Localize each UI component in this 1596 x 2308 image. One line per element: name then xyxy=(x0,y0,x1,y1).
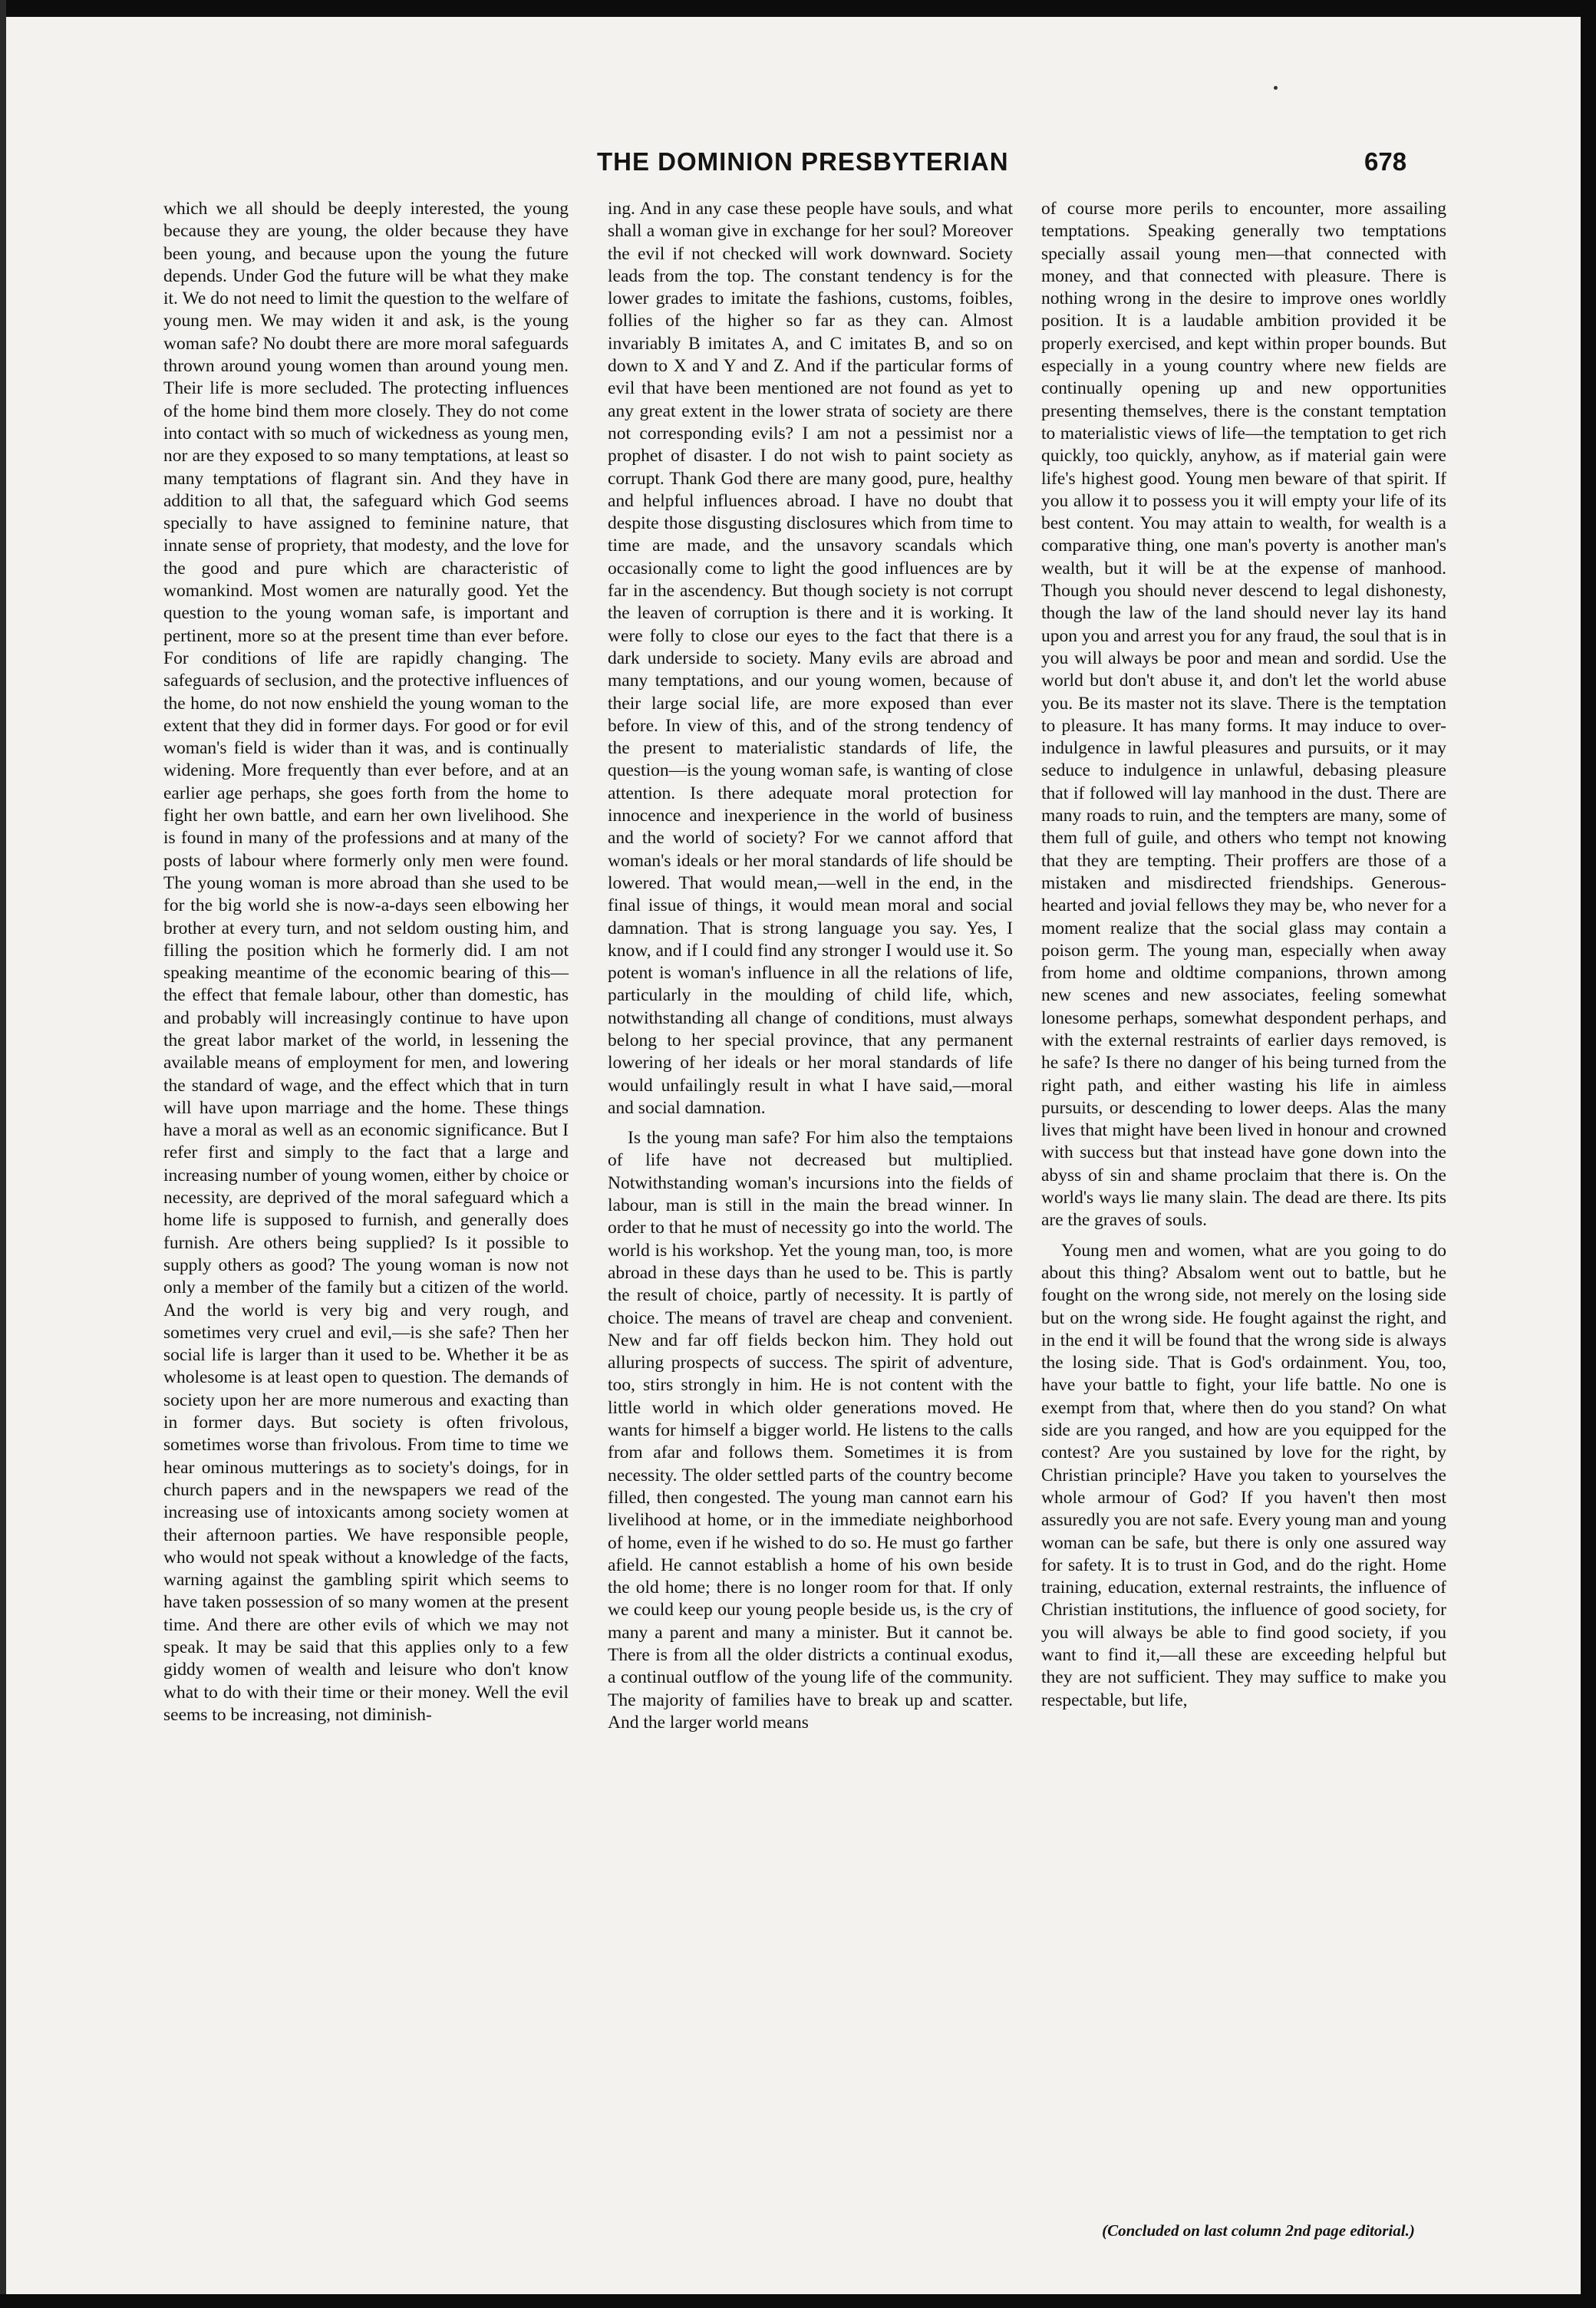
text-column-2 xyxy=(608,198,1013,1734)
running-head: THE DOMINION PRESBYTERIAN xyxy=(597,147,1009,176)
scan-speck xyxy=(1274,86,1278,90)
scan-bottom-border xyxy=(0,2294,1596,2308)
paragraph: of course more perils to encounter, more assailing temptations. Speaking generally two temptations specially assail young men—that connected with money, and that connected with pleasure. There is nothing wrong in the desire to improve ones worldly position. It is a laudable ambition provided it be properly exercised, and kept within proper bounds. But especially in a young country where new fields are continually opening up and new opportunities presenting themselves, there is the constant temptation to materialistic views of life—the temptation to get rich quickly, too quickly, anyhow, as if material gain were life's highest good. Young men beware of that spirit. If you allow it to possess you it will empty your life of its best content. You may attain to wealth, for wealth is a comparative thing, one man's poverty is another man's wealth, but it will be at the expense of manhood. Though you should never descend to legal dishonesty, though the law of the land should never lay its hand upon you and arrest you for any fraud, the soul that is in you will always be poor and mean and sordid. Use the world but don't abuse it, and don't let the world abuse you. Be its master not its slave. There is the temptation to pleasure. It has many forms. It may induce to over-indulgence in lawful pleasures and pursuits, or it may seduce to indulgence in unlawful, debasing pleasure that if followed will lay manhood in the dust. There are many roads to ruin, and the tempters are many, some of them full of guile, and others who tempt not knowing that they are tempting. Their proffers are those of a mistaken and misdirected friendships. Generous-hearted and jovial fellows they may be, who never for a moment realize that the social glass may contain a poison germ. The young man, especially when away from home and oldtime companions, thrown among new scenes and new associates, feeling somewhat lonesome perhaps, somewhat despondent perhaps, and with the external restraints of earlier days removed, is he safe? Is there no danger of his being turned from the right path, and either wasting his life in aimless pursuits, or descending to lower deeps. Alas the many lives that might have been lived in honour and crowned with success but that instead have gone down into the abyss of sin and shame proclaim that there is. On the world's ways lie many slain. The dead are there. Its pits are the graves of souls. xyxy=(1041,199,1446,1231)
text-column-1 xyxy=(163,198,569,1726)
paragraph: Is the young man safe? For him also the temptaions of life have not decreased but multiplied. Notwithstanding woman's incursions into the fields of labour, man is still in the main the bread winner. In order to that he must of necessity go into the world. The world is his workshop. Yet the young man, too, is more abroad in these days than he used to be. This is partly the result of choice, partly of necessity. It is partly of choice. The means of travel are cheap and convenient. New and far off fields beckon him. They hold out alluring prospects of success. The spirit of adventure, too, stirs strongly in him. He is not content with the little world in which older generations moved. He wants for himself a bigger world. He listens to the calls from afar and follows them. Sometimes it is from necessity. The older settled parts of the country become filled, then congested. The young man cannot earn his livelihood at home, or in the immediate neighborhood of home, even if he wished to do so. He must go farther afield. He cannot establish a home of his own beside the old home; there is no longer room for that. If only we could keep our young people beside us, is the cry of many a parent and many a minister. But it cannot be. There is from all the older districts a continual exodus, a continual outflow of the young life of the community. The majority of families have to break up and scatter. And the larger world means xyxy=(608,1128,1013,1733)
scan-top-border xyxy=(0,0,1596,17)
scan-left-border xyxy=(0,0,6,2308)
scan-right-border xyxy=(1581,0,1596,2308)
paragraph: which we all should be deeply interested, the young because they are young, the older because they have been young, and because upon the young the future depends. Under God the future will be what they make it. We do not need to limit the question to the welfare of young men. We may widen it and ask, is the young woman safe? No doubt there are more moral safeguards thrown around young women than around young men. Their life is more secluded. The protecting influences of the home bind them more closely. They do not come into contact with so much of wickedness as young men, nor are they exposed to so many temptations, at least so many temptations of flagrant sin. And they have in addition to all that, the safeguard which God seems specially to have assigned to feminine nature, that innate sense of propriety, that modesty, and the love for the good and pure which are characteristic of womankind. Most women are naturally good. Yet the question to the young woman safe, is important and pertinent, more so at the present time than ever before. For conditions of life are rapidly changing. The safeguards of seclusion, and the protective influences of the home, do not now enshield the young woman to the extent that they did in former days. For good or for evil woman's field is wider than it was, and is continually widening. More frequently than ever before, and at an earlier age perhaps, she goes forth from the home to fight her own battle, and earn her own livelihood. She is found in many of the professions and at many of the posts of labour where formerly only men were found. The young woman is more abroad than she used to be for the big world she is now-a-days seen elbowing her brother at every turn, and not seldom ousting him, and filling the position which he formerly did. I am not speaking meantime of the economic bearing of this—the effect that female labour, other than domestic, has and probably will increasingly continue to have upon the great labor market of the world, in lessening the available means of employment for men, and lowering the standard of wage, and the effect which that in turn will have upon marriage and the home. These things have a moral as well as an economic significance. But I refer first and simply to the fact that a large and increasing number of young women, either by choice or necessity, are deprived of the moral safeguard which a home life is supposed to furnish, and generally does furnish. Are others being supplied? Is it possible to supply others as good? The young woman is now not only a member of the family but a citizen of the world. And the world is very big and very rough, and sometimes very cruel and evil,—is she safe? Then her social life is larger than it used to be. Whether it be as wholesome is at least open to question. The demands of society upon her are more numerous and exacting than in former days. But society is often frivolous, sometimes worse than frivolous. From time to time we hear ominous mutterings as to society's doings, for in church papers and in the newspapers we read of the increasing use of intoxicants among society women at their afternoon parties. We have responsible people, who would not speak without a knowledge of the facts, warning against the gambling spirit which seems to have taken possession of so many women at the present time. And there are other evils of which we may not speak. It may be said that this applies only to a few giddy women of wealth and leisure who don't know what to do with their time or their money. Well the evil seems to be increasing, not diminish- xyxy=(163,199,569,1725)
continuation-note: (Concluded on last column 2nd page editorial.) xyxy=(1102,2221,1415,2240)
page-number: 678 xyxy=(1364,147,1407,176)
paragraph: ing. And in any case these people have souls, and what shall a woman give in exchange for her soul? Moreover the evil if not checked will work downward. Society leads from the top. The constant tendency is for the lower grades to imitate the fashions, customs, foibles, follies of the higher so far as they can. Almost invariably B imitates A, and C imitates B, and so on down to X and Y and Z. And if the particular forms of evil that have been mentioned are not found as yet to any great extent in the lower strata of society are there not corresponding evils? I am not a pessimist nor a prophet of disaster. I do not wish to paint society as corrupt. Thank God there are many good, pure, healthy and helpful influences abroad. I have no doubt that despite those disgusting disclosures which from time to time are made, and the unsavory scandals which occasionally come to light the good influences are by far in the ascendency. But though society is not corrupt the leaven of corruption is there and it is working. It were folly to close our eyes to the fact that there is a dark underside to society. Many evils are abroad and many temptations, and our young women, because of their large social life, are more exposed than ever before. In view of this, and of the strong tendency of the present to materialistic standards of life, the question—is the young woman safe, is wanting of close attention. Is there adequate moral protection for innocence and inexperience in the world of business and the world of society? For we cannot afford that woman's ideals or her moral standards of life should be lowered. That would mean,—well in the end, in the final issue of things, it would mean moral and social damnation. That is strong language you say. Yes, I know, and if I could find any stronger I would use it. So potent is woman's influence in all the relations of life, particularly in the moulding of child life, which, notwithstanding all change of conditions, must always belong to her special province, that any permanent lowering of her ideals or her moral standards of life would unfailingly result in what I have said,—moral and social damnation. xyxy=(608,199,1013,1118)
text-column-3 xyxy=(1041,198,1446,1712)
paragraph: Young men and women, what are you going to do about this thing? Absalom went out to battle, but he fought on the wrong side, not merely on the losing side but on the wrong side. He fought against the right, and in the end it will be found that the wrong side is always the losing side. That is God's ordainment. You, too, have your battle to fight, your life battle. No one is exempt from that, where then do you stand? On what side are you ranged, and how are you equipped for the contest? Are you sustained by love for the right, by Christian principle? Have you taken to yourselves the whole armour of God? If you haven't then most assuredly you are not safe. Every young man and young woman can be safe, but there is only one assured way for safety. It is to trust in God, and do the right. Home training, education, external restraints, the influence of Christian institutions, the influence of good society, for you will always be able to find good society, if you want to find it,—all these are exceeding helpful but they are not sufficient. They may suffice to make you respectable, but life, xyxy=(1041,1240,1446,1710)
